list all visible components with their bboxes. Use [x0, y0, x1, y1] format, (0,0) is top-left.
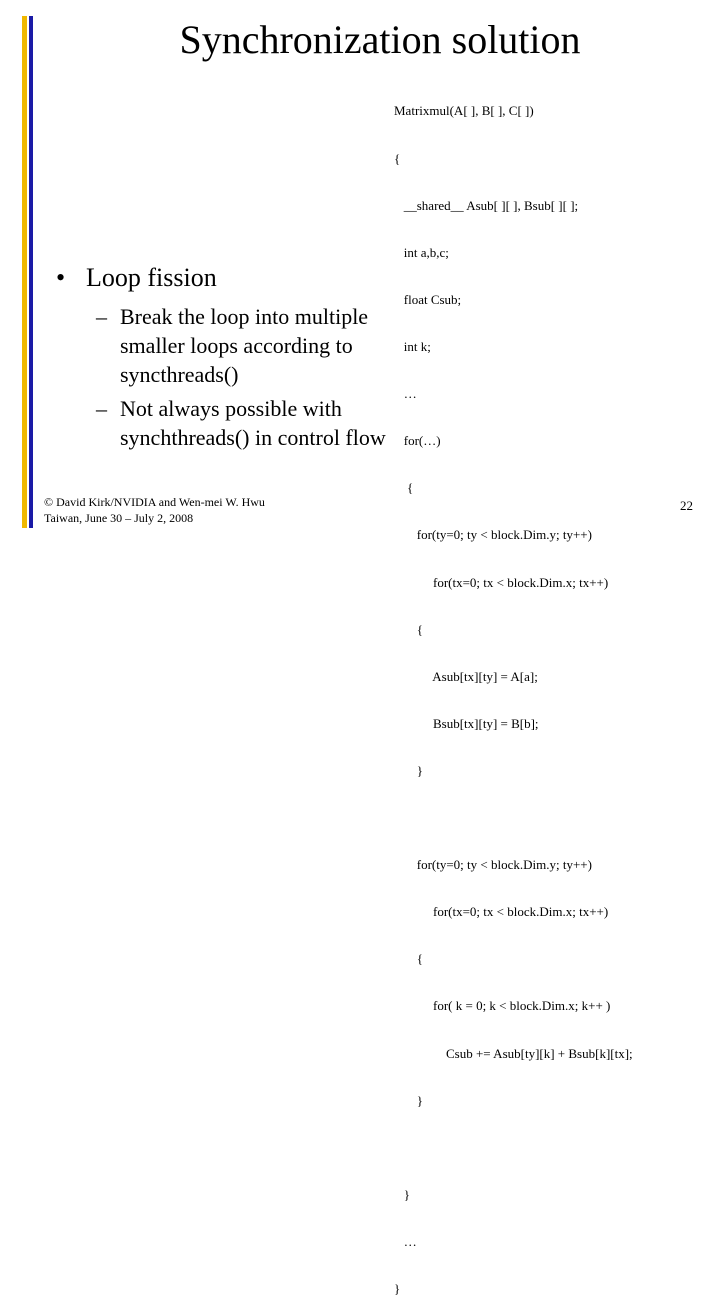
bullet-text: Loop fission	[86, 263, 217, 292]
code-line: for( k = 0; k < block.Dim.x; k++ )	[394, 998, 611, 1014]
page-number: 22	[680, 498, 693, 513]
code-line: int a,b,c;	[394, 244, 449, 260]
code-line: for(…)	[394, 433, 441, 449]
code-line	[394, 1140, 633, 1156]
code-line: }	[394, 1281, 401, 1297]
dash-icon: –	[96, 304, 107, 329]
code-line: {	[394, 951, 423, 967]
code-line: for(tx=0; tx < block.Dim.x; tx++)	[394, 574, 609, 590]
code-line: float Csub;	[394, 291, 462, 307]
slide-title: Synchronization solution	[179, 17, 581, 62]
subbullet-text: Not always possible with synchthreads() in control flow	[120, 396, 386, 450]
code-line: …	[394, 1234, 417, 1249]
code-line: {	[394, 150, 401, 166]
code-block	[394, 72, 633, 1313]
footer-copyright	[44, 494, 265, 526]
code-line	[394, 810, 633, 826]
footer-line: Taiwan, June 30 – July 2, 2008	[44, 511, 194, 525]
code-line: int k;	[394, 338, 431, 354]
code-line: Asub[tx][ty] = A[a];	[394, 668, 538, 684]
bullet-loop-fission	[56, 262, 217, 294]
code-line: {	[394, 480, 414, 496]
subbullet-text: Break the loop into multiple smaller loops according to syncthreads()	[120, 304, 369, 387]
code-line: …	[394, 386, 417, 402]
code-line: {	[394, 621, 423, 637]
accent-bar-blue	[29, 16, 33, 528]
code-line: Bsub[tx][ty] = B[b];	[394, 715, 539, 731]
code-line: }	[394, 1092, 423, 1108]
subbullet-2	[96, 394, 396, 452]
code-line: Matrixmul(A[ ], B[ ], C[ ])	[394, 103, 534, 119]
code-line: for(tx=0; tx < block.Dim.x; tx++)	[394, 904, 609, 920]
code-line: Csub += Asub[ty][k] + Bsub[k][tx];	[394, 1045, 633, 1061]
dash-icon: –	[96, 396, 107, 421]
code-line: for(ty=0; ty < block.Dim.y; ty++)	[394, 527, 592, 543]
accent-bar-gold	[22, 16, 27, 528]
footer-line: © David Kirk/NVIDIA and Wen-mei W. Hwu	[44, 495, 265, 509]
subbullet-1	[96, 302, 396, 389]
code-line: for(ty=0; ty < block.Dim.y; ty++)	[394, 857, 592, 873]
code-line: }	[394, 1186, 410, 1202]
code-line: __shared__ Asub[ ][ ], Bsub[ ][ ];	[394, 197, 579, 213]
bullet-dot-icon: •	[56, 263, 66, 292]
code-line: }	[394, 762, 423, 778]
